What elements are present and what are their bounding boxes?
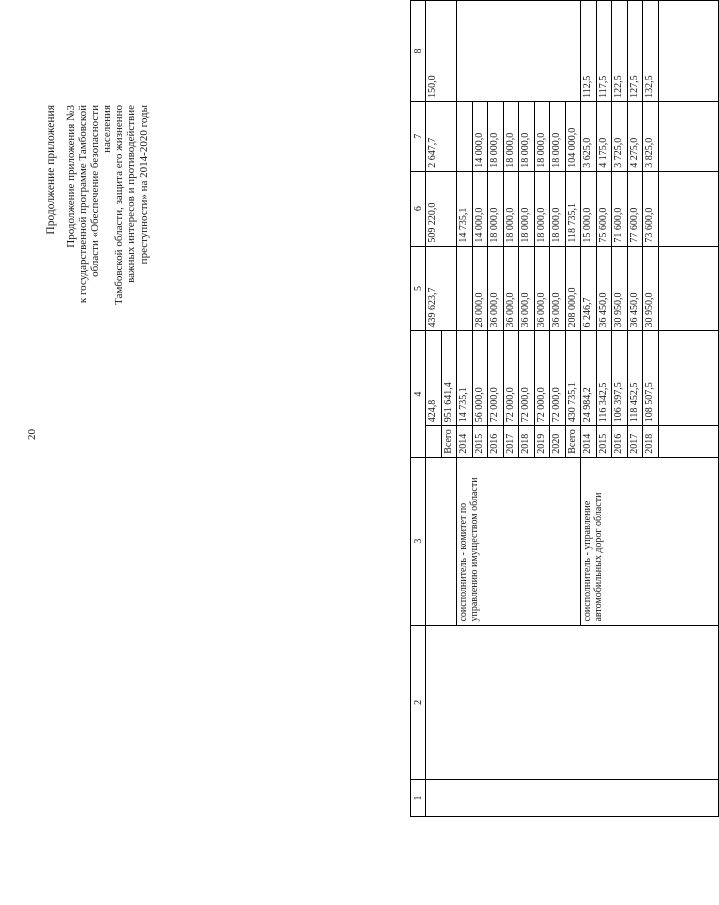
amount-cell: 122,5 (612, 1, 628, 102)
year-cell: 2016 (488, 426, 504, 458)
column-number-row (411, 1, 426, 817)
amount-cell: 112,5 (581, 1, 597, 102)
amount-cell: 2 647,7 (426, 101, 457, 171)
heading-line: к государственной программе Тамбовской (77, 105, 90, 304)
amount-cell (457, 101, 473, 171)
amount-cell: 14 000,0 (472, 101, 488, 171)
amount-cell: 30 950,0 (643, 246, 659, 331)
amount-cell: 36 000,0 (488, 246, 504, 331)
amount-cell: 36 000,0 (550, 246, 566, 331)
year-cell (426, 426, 442, 458)
amount-cell: 4 175,0 (596, 101, 612, 171)
amount-cell: 106 397,5 (612, 331, 628, 426)
amount-cell: 104 000,0 (565, 101, 581, 171)
amount-cell (658, 331, 718, 426)
amount-cell: 18 000,0 (534, 101, 550, 171)
amount-cell: 72 000,0 (534, 331, 550, 426)
amount-cell: 117,5 (596, 1, 612, 102)
year-cell: 2014 (581, 426, 597, 458)
year-cell: 2018 (643, 426, 659, 458)
year-cell: 2015 (596, 426, 612, 458)
amount-cell: 18 000,0 (534, 171, 550, 246)
heading-line: преступности» на 2014-2020 годы (137, 105, 150, 265)
amount-cell (457, 1, 581, 102)
amount-cell (658, 101, 718, 171)
heading-line: Продолжение приложения №3 (65, 105, 77, 248)
executor-cell: соисполнитель - комитет по управлению имуществом области (457, 457, 581, 625)
amount-cell: 36 000,0 (534, 246, 550, 331)
amount-cell: 132,5 (643, 1, 659, 102)
amount-cell: 36 000,0 (519, 246, 535, 331)
col2-cell (426, 625, 719, 780)
amount-cell: 36 450,0 (596, 246, 612, 331)
amount-cell (658, 1, 718, 102)
heading-line: важных интересов и противодействие (125, 105, 138, 283)
program-funding-table (410, 0, 719, 817)
amount-cell: 56 000,0 (472, 331, 488, 426)
executor-cell: соисполнитель - управление автомобильных дорог области (581, 457, 719, 625)
amount-cell: 18 000,0 (519, 171, 535, 246)
amount-cell: 208 000,0 (565, 246, 581, 331)
amount-cell: 72 000,0 (503, 331, 519, 426)
amount-cell: 951 641,4 (441, 331, 457, 426)
amount-cell: 15 000,0 (581, 171, 597, 246)
year-cell: 2018 (519, 426, 535, 458)
heading-title: Продолжение приложения (45, 105, 57, 235)
amount-cell: 3 625,0 (581, 101, 597, 171)
page-number: 20 (26, 429, 38, 440)
col3-cell (426, 457, 457, 625)
amount-cell: 127,5 (627, 1, 643, 102)
amount-cell: 108 507,5 (643, 331, 659, 426)
header-cell: 7 (411, 101, 426, 171)
col1-cell (426, 780, 719, 817)
amount-cell: 509 220,0 (426, 171, 457, 246)
amount-cell: 77 600,0 (627, 171, 643, 246)
heading-line: Тамбовской области, защита его жизненно (113, 105, 126, 305)
amount-cell: 18 000,0 (488, 101, 504, 171)
amount-cell: 150,0 (426, 1, 457, 102)
amount-cell: 6 246,7 (581, 246, 597, 331)
amount-cell: 18 000,0 (503, 171, 519, 246)
amount-cell: 71 600,0 (612, 171, 628, 246)
amount-cell (658, 246, 718, 331)
year-cell: 2020 (550, 426, 566, 458)
amount-cell (457, 246, 473, 331)
header-cell: 2 (411, 625, 426, 780)
amount-cell: 18 000,0 (488, 171, 504, 246)
amount-cell: 72 000,0 (519, 331, 535, 426)
year-cell: 2017 (503, 426, 519, 458)
year-cell: 2017 (627, 426, 643, 458)
amount-cell: 75 600,0 (596, 171, 612, 246)
amount-cell (658, 171, 718, 246)
amount-cell: 36 450,0 (627, 246, 643, 331)
header-cell: 5 (411, 246, 426, 331)
amount-cell: 24 984,2 (581, 331, 597, 426)
amount-cell: 430 735,1 (565, 331, 581, 426)
header-cell: 1 (411, 780, 426, 817)
heading-subtitle (65, 105, 150, 305)
amount-cell: 14 735,1 (457, 331, 473, 426)
amount-cell: 14 735,1 (457, 171, 473, 246)
total-label: Всего (565, 426, 581, 458)
year-cell (658, 426, 718, 458)
heading-line: области «Обеспечение безопасности населения (89, 105, 114, 277)
amount-cell: 72 000,0 (488, 331, 504, 426)
amount-cell: 424,8 (426, 331, 442, 426)
amount-cell: 18 000,0 (550, 101, 566, 171)
year-cell: 2016 (612, 426, 628, 458)
amount-cell: 3 825,0 (643, 101, 659, 171)
amount-cell: 18 000,0 (503, 101, 519, 171)
year-cell: 2019 (534, 426, 550, 458)
year-cell: 2015 (472, 426, 488, 458)
amount-cell: 116 342,5 (596, 331, 612, 426)
year-cell: 2014 (457, 426, 473, 458)
amount-cell: 439 623,7 (426, 246, 457, 331)
amount-cell: 14 000,0 (472, 171, 488, 246)
amount-cell: 118 735,1 (565, 171, 581, 246)
total-label: Всего (441, 426, 457, 458)
amount-cell: 36 000,0 (503, 246, 519, 331)
table-row (426, 1, 442, 817)
amount-cell: 72 000,0 (550, 331, 566, 426)
header-cell: 6 (411, 171, 426, 246)
header-cell: 4 (411, 331, 426, 457)
amount-cell: 73 600,0 (643, 171, 659, 246)
amount-cell: 30 950,0 (612, 246, 628, 331)
amount-cell: 18 000,0 (519, 101, 535, 171)
amount-cell: 18 000,0 (550, 171, 566, 246)
header-cell: 8 (411, 1, 426, 102)
amount-cell: 28 000,0 (472, 246, 488, 331)
amount-cell: 4 275,0 (627, 101, 643, 171)
header-cell: 3 (411, 457, 426, 625)
amount-cell: 118 452,5 (627, 331, 643, 426)
amount-cell: 3 725,0 (612, 101, 628, 171)
